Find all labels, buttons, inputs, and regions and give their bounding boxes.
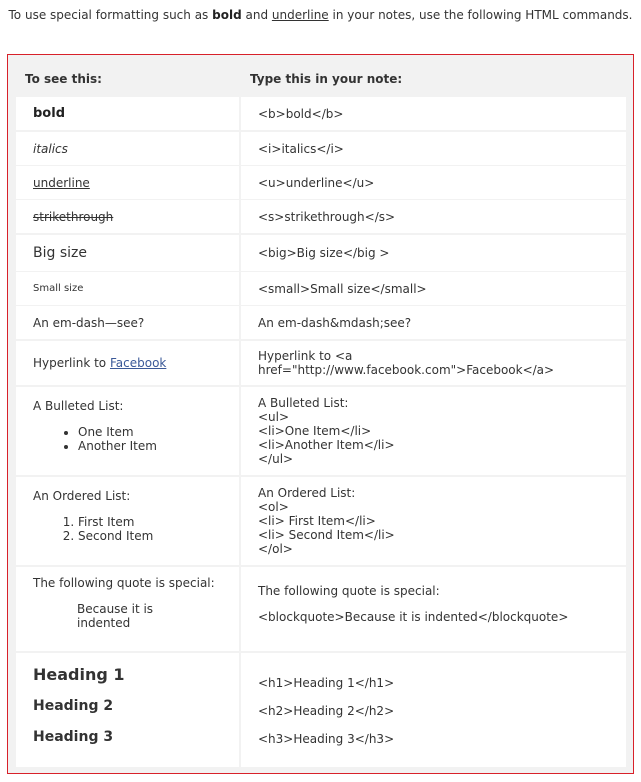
see-cell bbox=[16, 653, 239, 767]
ordered-code-line: An Ordered List: bbox=[258, 486, 356, 500]
see-cell bbox=[16, 166, 239, 199]
list-item: • One Item bbox=[78, 425, 239, 439]
quote-code-line2: <blockquote>Because it is indented</blockquote> bbox=[258, 610, 569, 624]
intro-prefix: To use special formatting such as bbox=[8, 8, 213, 22]
code-cell bbox=[241, 235, 626, 271]
ordered-code-line: <ol> bbox=[258, 500, 289, 514]
quote-line: Because it is bbox=[77, 602, 154, 616]
bold-example: bold bbox=[33, 105, 65, 121]
list-item: • Another Item bbox=[78, 439, 239, 453]
small-example: Small size bbox=[33, 282, 84, 294]
underline-example: underline bbox=[33, 175, 90, 190]
ordered-code-line: <li> First Item</li> bbox=[258, 514, 376, 528]
list-item: 2. Second Item bbox=[78, 529, 239, 543]
see-cell bbox=[16, 235, 239, 271]
code-cell bbox=[241, 200, 626, 233]
heading-code-line: <h3>Heading 3</h3> bbox=[258, 732, 395, 746]
see-cell bbox=[16, 132, 239, 165]
code-cell bbox=[241, 567, 626, 651]
table-row-blockquote bbox=[16, 567, 626, 651]
table-row-big bbox=[16, 235, 626, 271]
intro-underline-word: underline bbox=[271, 8, 329, 22]
bulleted-list bbox=[33, 425, 239, 453]
big-code: <big>Big size</big > bbox=[258, 246, 390, 260]
table-row-headings bbox=[16, 653, 626, 767]
table-row-emdash bbox=[16, 306, 626, 339]
intro-suffix: in your notes, use the following HTML commands. bbox=[328, 8, 633, 22]
heading-2-example: Heading 2 bbox=[33, 698, 114, 714]
quote-code-line1: The following quote is special: bbox=[258, 584, 440, 598]
code-cell bbox=[241, 341, 626, 385]
code-cell bbox=[241, 653, 626, 767]
underline-code: <u>underline</u> bbox=[258, 175, 375, 190]
bulleted-code-line: <li>One Item</li> bbox=[258, 424, 372, 438]
table-row-strikethrough bbox=[16, 200, 626, 233]
table-row-bold bbox=[16, 97, 626, 130]
bold-code: <b>bold</b> bbox=[258, 106, 344, 121]
see-cell bbox=[16, 200, 239, 233]
see-cell bbox=[16, 306, 239, 339]
quote-label: The following quote is special: bbox=[33, 576, 215, 590]
bulleted-code-line: <li>Another Item</li> bbox=[258, 438, 395, 452]
heading-1-example: Heading 1 bbox=[33, 665, 125, 684]
ordered-list bbox=[33, 515, 239, 543]
header-type-this: Type this in your note: bbox=[250, 72, 403, 86]
quote-line: indented bbox=[77, 616, 131, 630]
bulleted-code-line: A Bulleted List: bbox=[258, 396, 349, 410]
bulleted-code-line: <ul> bbox=[258, 410, 290, 424]
code-cell bbox=[241, 97, 626, 130]
italics-code: <i>italics</i> bbox=[258, 141, 344, 156]
ordered-label: An Ordered List: bbox=[33, 489, 131, 503]
see-cell bbox=[16, 272, 239, 305]
table-row-underline bbox=[16, 166, 626, 199]
ordered-code-line: </ol> bbox=[258, 542, 293, 556]
table-row-hyperlink bbox=[16, 341, 626, 385]
facebook-link[interactable]: Facebook bbox=[109, 356, 167, 370]
see-cell bbox=[16, 97, 239, 130]
formatting-table bbox=[7, 54, 634, 774]
intro-text bbox=[0, 8, 641, 22]
list-item: 1. First Item bbox=[78, 515, 239, 529]
table-row-italics bbox=[16, 132, 626, 165]
emdash-code: An em-dash&mdash;see? bbox=[258, 315, 412, 330]
table-row-bulleted-list bbox=[16, 387, 626, 475]
italics-example: italics bbox=[33, 141, 68, 156]
heading-3-example: Heading 3 bbox=[33, 729, 114, 745]
small-code: <small>Small size</small> bbox=[258, 281, 427, 296]
code-cell bbox=[241, 306, 626, 339]
code-cell bbox=[241, 132, 626, 165]
intro-middle: and bbox=[241, 8, 272, 22]
hyperlink-code-line1: Hyperlink to <a bbox=[258, 349, 353, 363]
table-row-small bbox=[16, 272, 626, 305]
intro-bold-word: bold bbox=[212, 8, 242, 22]
code-cell bbox=[241, 166, 626, 199]
bulleted-code-line: </ul> bbox=[258, 452, 294, 466]
header-to-see: To see this: bbox=[25, 72, 102, 86]
code-cell bbox=[241, 272, 626, 305]
big-example: Big size bbox=[33, 245, 87, 261]
hyperlink-code-line2: href="http://www.facebook.com">Facebook</a> bbox=[258, 363, 555, 377]
strikethrough-code: <s>strikethrough</s> bbox=[258, 209, 396, 224]
see-cell bbox=[16, 341, 239, 385]
see-cell bbox=[16, 567, 239, 651]
code-cell bbox=[241, 477, 626, 565]
see-cell bbox=[16, 477, 239, 565]
hyperlink-prefix: Hyperlink to bbox=[33, 356, 107, 370]
quote-example bbox=[77, 602, 239, 630]
see-cell bbox=[16, 387, 239, 475]
heading-code-line: <h1>Heading 1</h1> bbox=[258, 676, 395, 690]
bulleted-label: A Bulleted List: bbox=[33, 399, 124, 413]
table-row-ordered-list bbox=[16, 477, 626, 565]
strikethrough-example: strikethrough bbox=[33, 209, 114, 224]
code-cell bbox=[241, 387, 626, 475]
heading-code-line: <h2>Heading 2</h2> bbox=[258, 704, 395, 718]
ordered-code-line: <li> Second Item</li> bbox=[258, 528, 395, 542]
emdash-example: An em-dash—see? bbox=[33, 315, 145, 330]
